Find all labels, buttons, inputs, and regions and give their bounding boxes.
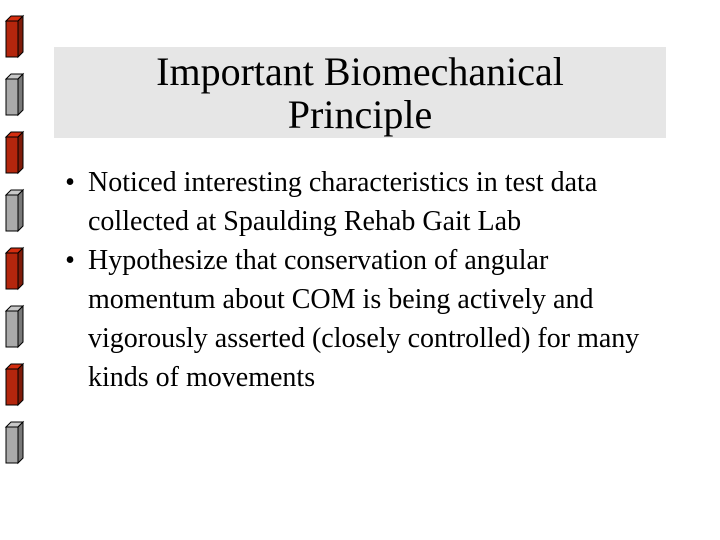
left-block-decoration (0, 0, 40, 540)
block-red-icon (6, 364, 23, 405)
bullet-text: Noticed interesting characteristics in test data collected at Spaulding Rehab Gait Lab (88, 167, 598, 237)
block-red-icon (6, 248, 23, 289)
bullet-list (58, 163, 668, 397)
block-gray-icon (6, 74, 23, 115)
block-gray-icon (6, 190, 23, 231)
bullet-text: Hypothesize that conservation of angular momentum about COM is being actively and vigorously asserted (closely controlled) for many kinds of movements (88, 245, 640, 393)
bullet-item (58, 163, 668, 241)
bullet-icon: • (65, 167, 75, 198)
slide-title: Important Biomechanical Principle (156, 48, 564, 137)
bullet-item (58, 241, 668, 397)
title-banner (54, 47, 666, 138)
block-gray-icon (6, 422, 23, 463)
block-gray-icon (6, 306, 23, 347)
bullet-icon: • (65, 245, 75, 276)
block-red-icon (6, 132, 23, 173)
block-red-icon (6, 16, 23, 57)
